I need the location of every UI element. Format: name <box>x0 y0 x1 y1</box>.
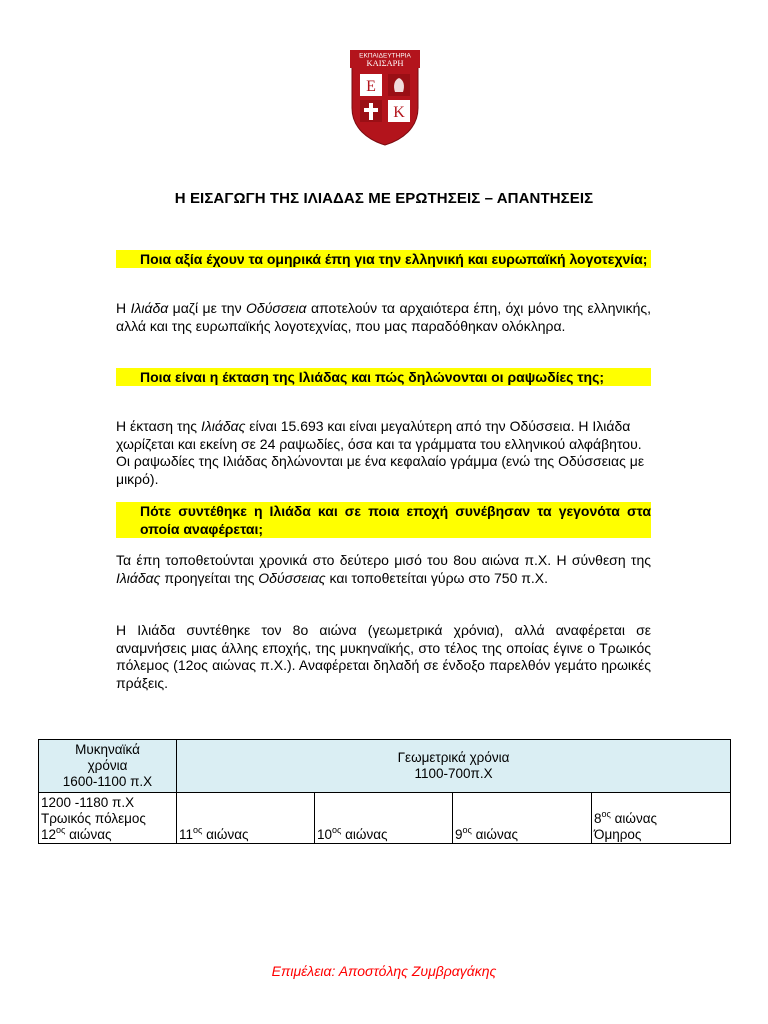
trojan-war-cell <box>39 793 177 844</box>
century-9-cell <box>453 793 592 844</box>
geometric-label: Γεωμετρικά χρόνια <box>397 750 510 765</box>
answer-3-text: προηγείται της <box>160 569 259 586</box>
question-1-text: Ποια αξία έχουν τα ομηρικά έπη για την ελληνική και ευρωπαϊκή λογοτεχνία; <box>140 251 648 267</box>
school-logo <box>348 50 422 146</box>
mycenaean-period-cell <box>39 740 177 793</box>
geometric-dates: 1100-700π.Χ <box>414 766 493 781</box>
table-row <box>39 793 731 844</box>
century-label: $8^{o\varsigma}$ αιώνας <box>594 809 658 826</box>
answer-3-text: Τα έπη τοποθετούνται χρονικά στο δεύτερο μισό του 8ου αιώνα π.Χ. Η σύνθεση της <box>116 552 651 568</box>
question-2-text: Ποια είναι η έκταση της Ιλιάδας και πώς δηλώνονται οι ραψωδίες της; <box>140 369 605 385</box>
footer-credit: Επιμέλεια: Αποστόλης Ζυμβραγάκης <box>271 963 497 979</box>
answer-3-italic: Ιλιάδας <box>116 569 161 586</box>
question-3 <box>116 502 651 538</box>
century-label: $10^{o\varsigma}$ αιώνας <box>317 825 388 842</box>
answer-2-text: Η έκταση της <box>116 418 201 434</box>
answer-1-text: μαζί με την <box>168 300 247 316</box>
question-3-text: Πότε συντέθηκε η Ιλιάδα και σε ποια εποχή συνέβησαν τα γεγονότα στα οποία αναφέρεται; <box>140 503 651 537</box>
table-row <box>39 740 731 793</box>
geometric-period-cell <box>177 740 731 793</box>
answer-1 <box>116 300 651 335</box>
century-label: $9^{o\varsigma}$ αιώνας <box>455 825 519 842</box>
logo-letter-e: Ε <box>366 78 376 95</box>
mycenaean-label: χρόνια <box>87 758 128 773</box>
trojan-war-dates: 1200 -1180 π.Χ <box>41 795 135 810</box>
question-2 <box>116 368 651 386</box>
answer-2-italic: Ιλιάδας <box>200 418 246 434</box>
logo-top-text: ΕΚΠΑΙΔΕΥΤΗΡΙΑ <box>359 52 411 60</box>
answer-3-italic: Οδύσσειας <box>258 569 326 586</box>
homer-label: Όμηρος <box>594 827 642 842</box>
century-label: $12^{o\varsigma}$ αιώνας <box>41 825 112 842</box>
answer-2-text: είναι 15.693 και είναι μεγαλύτερη από την Οδύσσεια. Η Ιλιάδα χωρίζεται και εκείνη σε 24 ραψωδίες, όσα και τα γράμματα του ελληνικού αλφάβητου. Οι ραψωδίες της Ιλιάδας δηλώνονται με ένα κεφαλαίο γράμμα (ενώ της Οδύσσειας με μικρό). <box>116 418 645 487</box>
timeline-table <box>38 739 731 844</box>
trojan-war-label: Τρωικός πόλεμος <box>41 811 146 826</box>
mycenaean-dates: 1600-1100 π.Χ <box>62 774 153 789</box>
century-label: $11^{o\varsigma}$ αιώνας <box>179 825 249 842</box>
century-8-cell <box>592 793 731 844</box>
answer-3-text: και τοποθετείται γύρω στο 750 π.Χ. <box>325 569 549 586</box>
answer-1-italic: Οδύσσεια <box>246 300 307 316</box>
logo-letter-k: Κ <box>393 104 405 121</box>
century-11-cell <box>177 793 315 844</box>
answer-3 <box>116 552 651 587</box>
mycenaean-label: Μυκηναϊκά <box>75 742 140 757</box>
page-title: Η ΕΙΣΑΓΩΓΗ ΤΗΣ ΙΛΙΑΔΑΣ ΜΕ ΕΡΩΤΗΣΕΙΣ – ΑΠΑΝΤΗΣΕΙΣ <box>174 190 594 207</box>
answer-2 <box>116 418 651 488</box>
answer-1-text: αποτελούν τα αρχαιότερα έπη, όχι μόνο της ελληνικής, αλλά και της ευρωπαϊκής λογοτεχνίας, που μας παραδόθηκαν ολόκληρα. <box>116 300 652 334</box>
logo-name: ΚΑΙΣΑΡΗ <box>366 58 404 68</box>
answer-1-text: Η <box>116 300 131 316</box>
answer-1-italic: Ιλιάδα <box>130 300 169 316</box>
answer-4: Η Ιλιάδα συντέθηκε τον 8ο αιώνα (γεωμετρικά χρόνια), αλλά αναφέρεται σε αναμνήσεις μιας άλλης εποχής, της μυκηναϊκής, στο τέλος της οποίας έγινε ο Τρωικός πόλεμος (12ος αιώνας π.Χ.). Αναφέρεται δηλαδή σε ένδοξο παρελθόν γεμάτο ηρωικές πράξεις. <box>116 622 651 691</box>
century-10-cell <box>315 793 453 844</box>
question-1 <box>116 250 651 268</box>
